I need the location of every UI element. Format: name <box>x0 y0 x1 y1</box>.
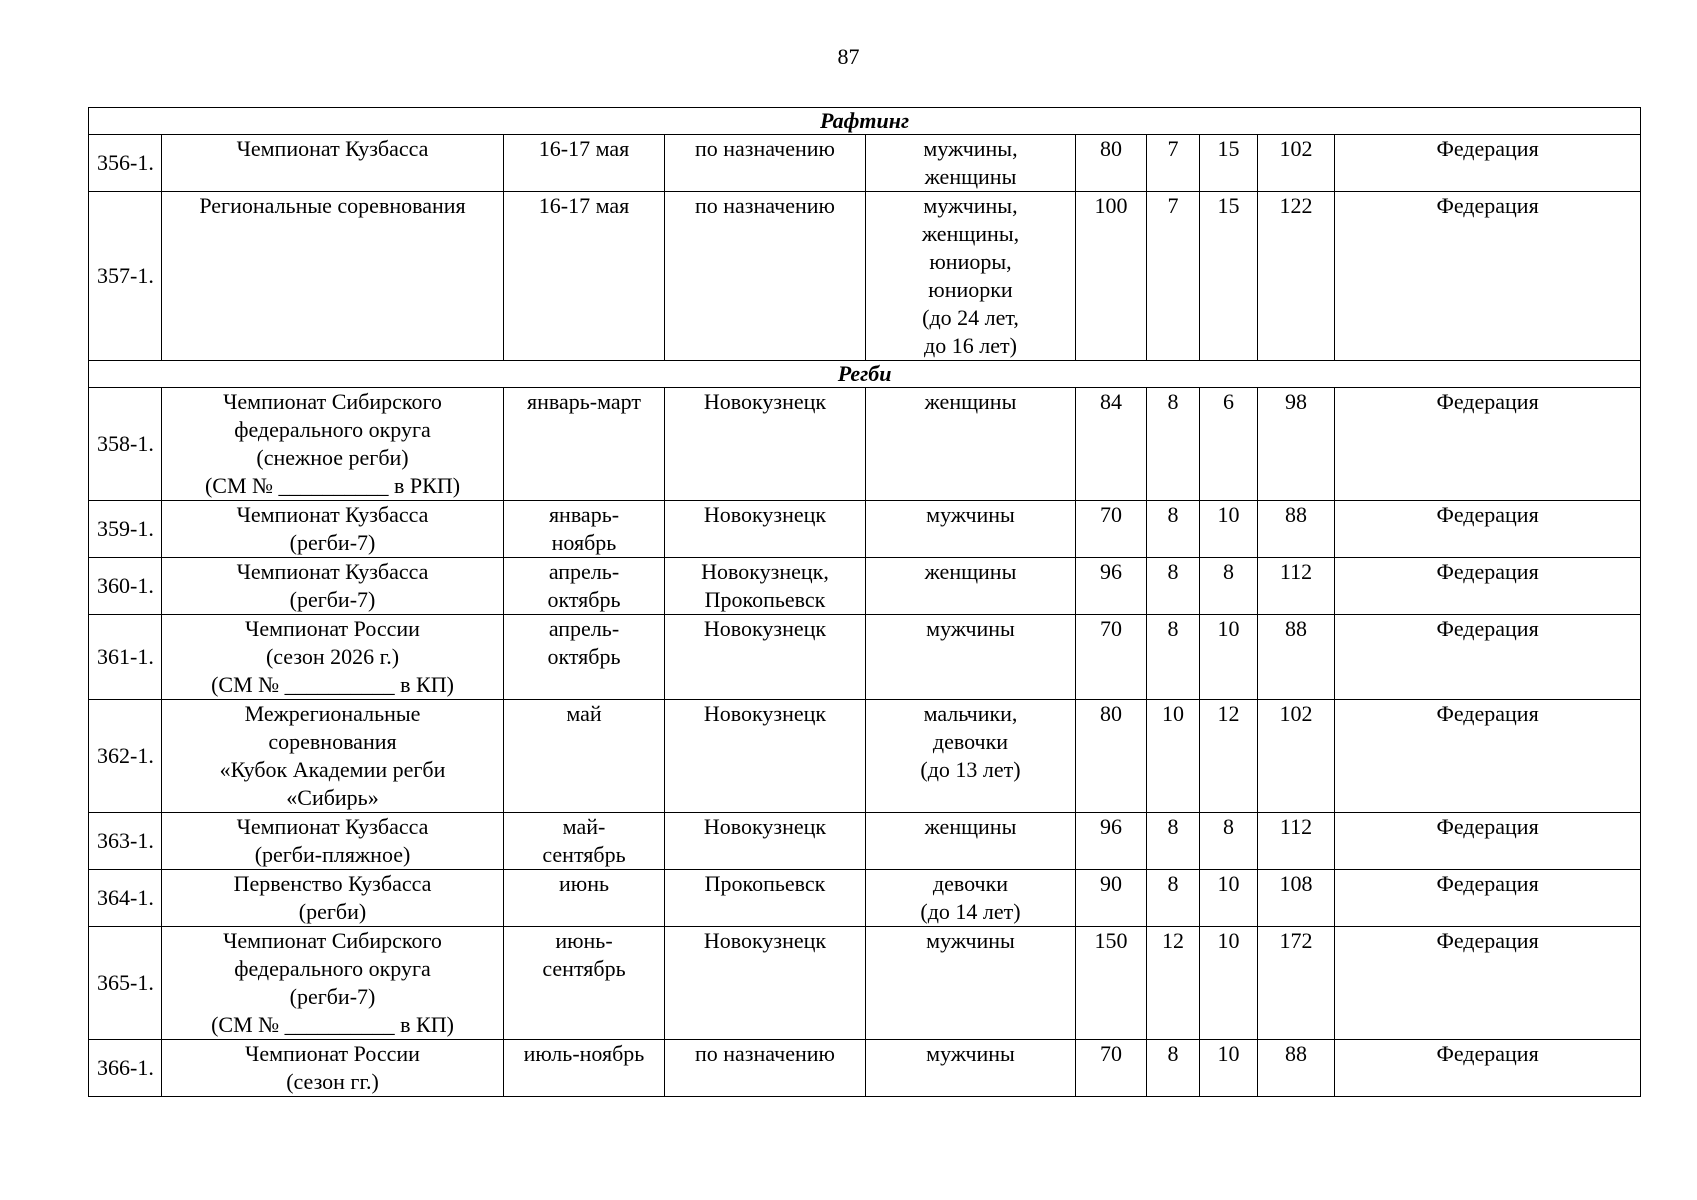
section-header-row <box>89 108 1641 135</box>
count-2: 8 <box>1147 388 1200 501</box>
event-date <box>504 388 665 501</box>
table-row <box>89 1040 1641 1097</box>
count-total: 102 <box>1258 700 1335 813</box>
event-date <box>504 501 665 558</box>
event-participants <box>866 927 1076 1040</box>
table-row <box>89 700 1641 813</box>
event-name <box>162 501 504 558</box>
event-name <box>162 135 504 192</box>
text-line: (регби-7) <box>289 587 376 612</box>
text-line: мужчины <box>926 1041 1015 1066</box>
count-3: 15 <box>1200 192 1258 361</box>
text-line: октябрь <box>547 644 621 669</box>
table-row <box>89 192 1641 361</box>
text-line: (СМ № __________ в РКП) <box>204 473 461 498</box>
organizer: Федерация <box>1335 501 1641 558</box>
organizer: Федерация <box>1335 927 1641 1040</box>
text-line: федерального округа <box>234 417 431 442</box>
event-number: 359-1. <box>89 501 162 558</box>
count-3: 10 <box>1200 1040 1258 1097</box>
event-participants <box>866 135 1076 192</box>
event-date <box>504 558 665 615</box>
text-line: «Сибирь» <box>286 785 379 810</box>
count-3: 8 <box>1200 558 1258 615</box>
table-row <box>89 558 1641 615</box>
table-row <box>89 135 1641 192</box>
count-3: 10 <box>1200 870 1258 927</box>
text-line: Новокузнецк <box>703 502 827 527</box>
count-total: 112 <box>1258 813 1335 870</box>
count-2: 8 <box>1147 501 1200 558</box>
count-1: 70 <box>1076 501 1147 558</box>
count-3: 12 <box>1200 700 1258 813</box>
text-line: по назначению <box>695 136 835 161</box>
organizer: Федерация <box>1335 388 1641 501</box>
text-line: сентябрь <box>542 842 626 867</box>
text-line: январь-март <box>527 389 641 414</box>
page-number: 87 <box>837 44 860 69</box>
event-number: 361-1. <box>89 615 162 700</box>
text-line: девочки <box>932 871 1009 896</box>
table-row <box>89 501 1641 558</box>
event-name <box>162 927 504 1040</box>
count-total: 98 <box>1258 388 1335 501</box>
text-line: май- <box>562 814 606 839</box>
event-name <box>162 870 504 927</box>
organizer: Федерация <box>1335 1040 1641 1097</box>
event-participants <box>866 192 1076 361</box>
text-line: Чемпионат Сибирского <box>223 928 442 953</box>
text-line: (регби-пляжное) <box>254 842 411 867</box>
event-name <box>162 813 504 870</box>
event-place <box>665 192 866 361</box>
event-number: 360-1. <box>89 558 162 615</box>
count-2: 8 <box>1147 558 1200 615</box>
text-line: Региональные соревнования <box>199 193 466 218</box>
text-line: январь- <box>548 502 620 527</box>
count-3: 15 <box>1200 135 1258 192</box>
table-row <box>89 813 1641 870</box>
text-line: Прокопьевск <box>704 871 826 896</box>
text-line: (до 13 лет) <box>920 757 1021 782</box>
text-line: по назначению <box>695 193 835 218</box>
text-line: Новокузнецк <box>703 928 827 953</box>
count-3: 10 <box>1200 615 1258 700</box>
text-line: Чемпионат Сибирского <box>223 389 442 414</box>
text-line: (регби) <box>298 899 367 924</box>
text-line: «Кубок Академии регби <box>219 757 446 782</box>
event-place <box>665 1040 866 1097</box>
text-line: до 16 лет) <box>924 333 1017 358</box>
text-line: по назначению <box>695 1041 835 1066</box>
event-name <box>162 558 504 615</box>
event-place <box>665 135 866 192</box>
event-date <box>504 927 665 1040</box>
event-date <box>504 1040 665 1097</box>
table-row <box>89 615 1641 700</box>
text-line: Прокопьевск <box>704 587 826 612</box>
count-1: 84 <box>1076 388 1147 501</box>
text-line: (СМ № __________ в КП) <box>211 1012 454 1037</box>
count-total: 122 <box>1258 192 1335 361</box>
count-2: 10 <box>1147 700 1200 813</box>
event-participants <box>866 388 1076 501</box>
text-line: юниорки <box>928 277 1013 302</box>
text-line: ноябрь <box>551 530 617 555</box>
count-2: 8 <box>1147 1040 1200 1097</box>
count-1: 96 <box>1076 813 1147 870</box>
count-1: 96 <box>1076 558 1147 615</box>
event-date <box>504 700 665 813</box>
text-line: май <box>566 701 602 726</box>
text-line: соревнования <box>268 729 397 754</box>
section-title: Рафтинг <box>89 108 1641 135</box>
count-3: 8 <box>1200 813 1258 870</box>
text-line: июнь <box>558 871 609 896</box>
organizer: Федерация <box>1335 813 1641 870</box>
count-1: 90 <box>1076 870 1147 927</box>
event-number: 364-1. <box>89 870 162 927</box>
text-line: Первенство Кузбасса <box>233 871 432 896</box>
events-table <box>88 107 1641 1097</box>
count-total: 88 <box>1258 501 1335 558</box>
count-total: 102 <box>1258 135 1335 192</box>
event-place <box>665 501 866 558</box>
event-place <box>665 870 866 927</box>
event-name <box>162 388 504 501</box>
count-2: 12 <box>1147 927 1200 1040</box>
text-line: 16-17 мая <box>538 193 630 218</box>
text-line: мальчики, <box>923 701 1018 726</box>
count-3: 10 <box>1200 501 1258 558</box>
text-line: мужчины <box>926 502 1015 527</box>
event-participants <box>866 615 1076 700</box>
count-2: 8 <box>1147 870 1200 927</box>
event-name <box>162 192 504 361</box>
text-line: Чемпионат Кузбасса <box>236 502 429 527</box>
text-line: Новокузнецк <box>703 701 827 726</box>
text-line: Межрегиональные <box>244 701 421 726</box>
count-1: 70 <box>1076 615 1147 700</box>
text-line: Чемпионат Кузбасса <box>236 136 429 161</box>
event-place <box>665 388 866 501</box>
event-participants <box>866 1040 1076 1097</box>
text-line: (СМ № __________ в КП) <box>211 672 454 697</box>
section-title: Регби <box>89 361 1641 388</box>
organizer: Федерация <box>1335 135 1641 192</box>
event-name <box>162 700 504 813</box>
event-number: 356-1. <box>89 135 162 192</box>
event-place <box>665 700 866 813</box>
count-total: 112 <box>1258 558 1335 615</box>
text-line: июнь- <box>555 928 613 953</box>
text-line: женщины <box>924 814 1017 839</box>
text-line: (до 24 лет, <box>922 305 1019 330</box>
count-2: 7 <box>1147 135 1200 192</box>
count-2: 8 <box>1147 813 1200 870</box>
count-total: 88 <box>1258 1040 1335 1097</box>
event-name <box>162 1040 504 1097</box>
event-date <box>504 870 665 927</box>
event-place <box>665 927 866 1040</box>
count-1: 80 <box>1076 700 1147 813</box>
text-line: (до 14 лет) <box>920 899 1021 924</box>
text-line: 16-17 мая <box>538 136 630 161</box>
organizer: Федерация <box>1335 558 1641 615</box>
event-date <box>504 615 665 700</box>
text-line: (регби-7) <box>289 984 376 1009</box>
text-line: Чемпионат России <box>245 616 420 641</box>
event-participants <box>866 700 1076 813</box>
text-line: мужчины, <box>923 136 1018 161</box>
text-line: (снежное регби) <box>256 445 409 470</box>
text-line: (регби-7) <box>289 530 376 555</box>
text-line: апрель- <box>548 559 620 584</box>
text-line: Новокузнецк <box>703 814 827 839</box>
text-line: мужчины, <box>923 193 1018 218</box>
organizer: Федерация <box>1335 192 1641 361</box>
organizer: Федерация <box>1335 615 1641 700</box>
text-line: (сезон 2026 г.) <box>265 644 400 669</box>
count-1: 150 <box>1076 927 1147 1040</box>
organizer: Федерация <box>1335 700 1641 813</box>
text-line: апрель- <box>548 616 620 641</box>
event-date <box>504 192 665 361</box>
organizer: Федерация <box>1335 870 1641 927</box>
text-line: женщины, <box>921 221 1020 246</box>
event-participants <box>866 870 1076 927</box>
text-line: мужчины <box>926 616 1015 641</box>
event-number: 362-1. <box>89 700 162 813</box>
text-line: Чемпионат Кузбасса <box>236 559 429 584</box>
count-1: 80 <box>1076 135 1147 192</box>
table-row <box>89 870 1641 927</box>
event-place <box>665 615 866 700</box>
text-line: сентябрь <box>542 956 626 981</box>
event-number: 358-1. <box>89 388 162 501</box>
text-line: Чемпионат Кузбасса <box>236 814 429 839</box>
event-name <box>162 615 504 700</box>
text-line: июль-ноябрь <box>523 1041 645 1066</box>
text-line: Новокузнецк <box>703 616 827 641</box>
text-line: женщины <box>924 164 1017 189</box>
text-line: Новокузнецк, <box>701 559 829 584</box>
event-number: 357-1. <box>89 192 162 361</box>
text-line: юниоры, <box>929 249 1012 274</box>
table-row <box>89 388 1641 501</box>
event-date <box>504 813 665 870</box>
event-participants <box>866 558 1076 615</box>
text-line: октябрь <box>547 587 621 612</box>
text-line: женщины <box>924 389 1017 414</box>
count-2: 8 <box>1147 615 1200 700</box>
text-line: Чемпионат России <box>245 1041 420 1066</box>
event-place <box>665 813 866 870</box>
count-total: 172 <box>1258 927 1335 1040</box>
count-total: 88 <box>1258 615 1335 700</box>
section-header-row <box>89 361 1641 388</box>
text-line: федерального округа <box>234 956 431 981</box>
text-line: (сезон гг.) <box>286 1069 379 1094</box>
count-3: 10 <box>1200 927 1258 1040</box>
event-number: 363-1. <box>89 813 162 870</box>
count-3: 6 <box>1200 388 1258 501</box>
text-line: женщины <box>924 559 1017 584</box>
event-date <box>504 135 665 192</box>
event-number: 365-1. <box>89 927 162 1040</box>
count-1: 70 <box>1076 1040 1147 1097</box>
event-participants <box>866 813 1076 870</box>
text-line: Новокузнецк <box>703 389 827 414</box>
event-participants <box>866 501 1076 558</box>
count-total: 108 <box>1258 870 1335 927</box>
text-line: мужчины <box>926 928 1015 953</box>
event-place <box>665 558 866 615</box>
event-number: 366-1. <box>89 1040 162 1097</box>
count-1: 100 <box>1076 192 1147 361</box>
table-row <box>89 927 1641 1040</box>
count-2: 7 <box>1147 192 1200 361</box>
text-line: девочки <box>932 729 1009 754</box>
